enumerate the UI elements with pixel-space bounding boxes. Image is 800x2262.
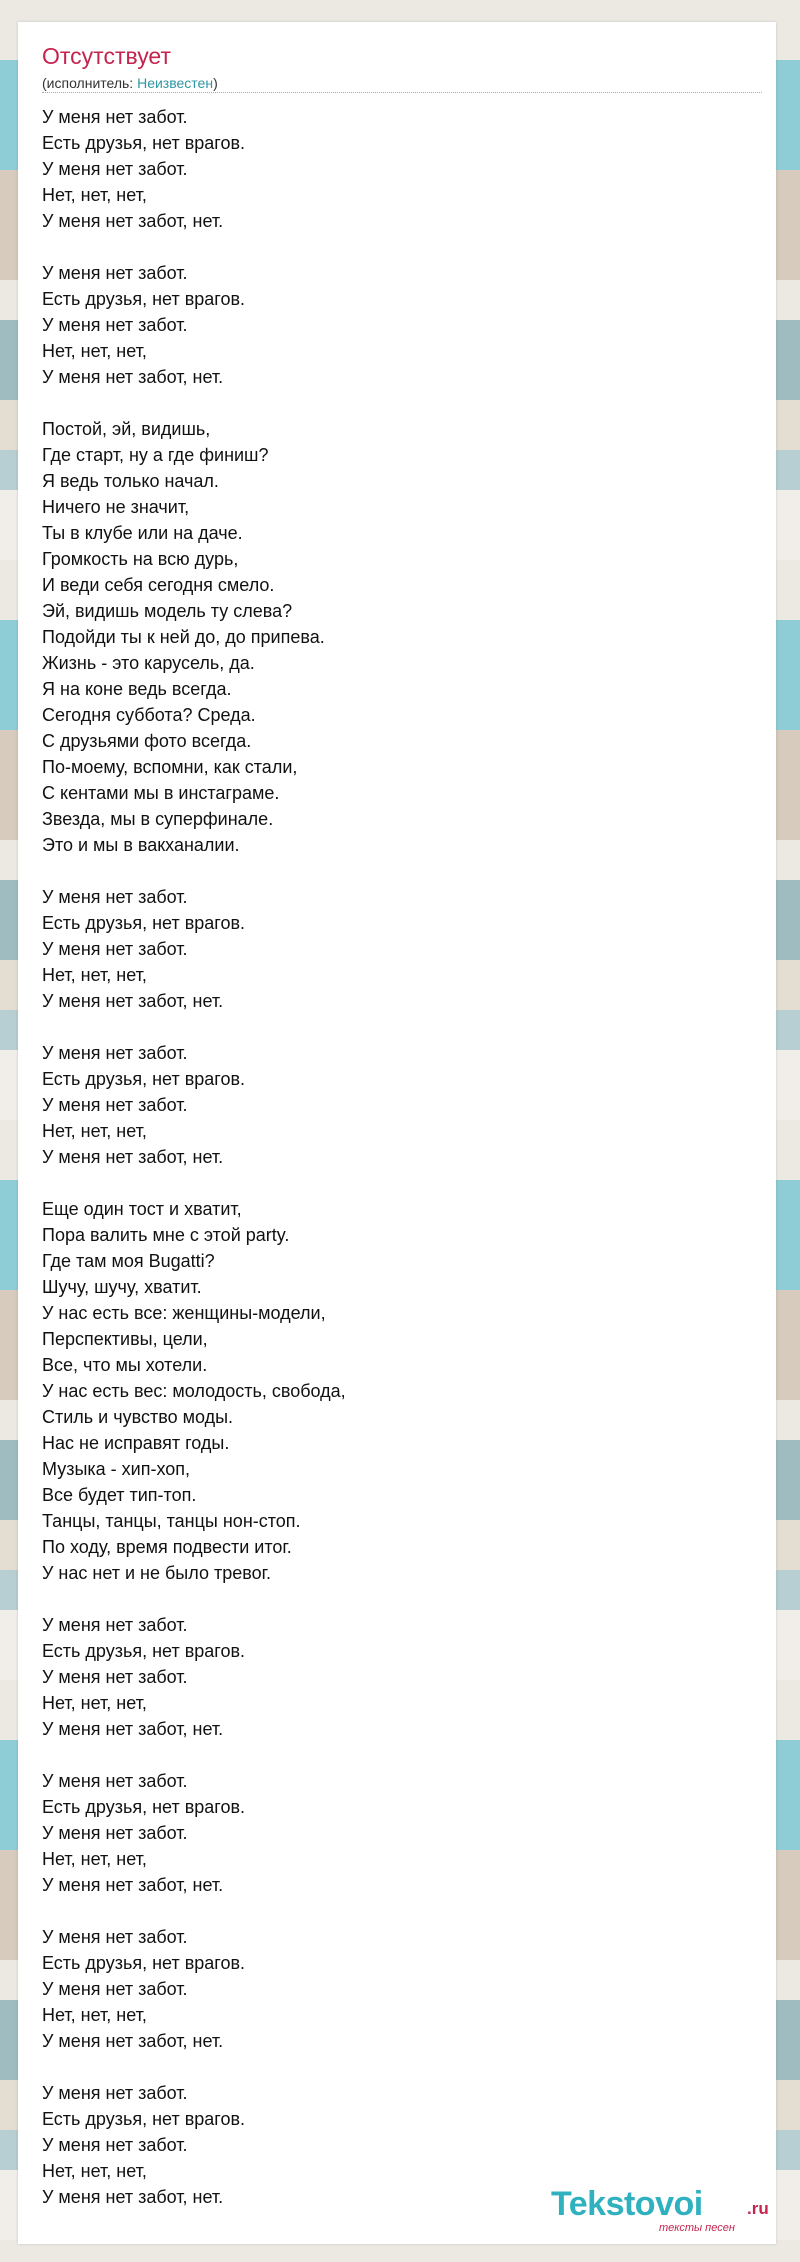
lyrics-line: По-моему, вспомни, как стали, [42, 757, 298, 777]
lyrics-line: Есть друзья, нет врагов. [42, 1797, 246, 1817]
lyrics-stanza [42, 1196, 742, 1586]
artist-prefix: (исполнитель: [42, 75, 138, 91]
lyrics-line: Нас не исправят годы. [42, 1433, 230, 1453]
lyrics-line: У меня нет забот. [42, 1095, 188, 1115]
artist-link[interactable]: Неизвестен [137, 75, 214, 91]
lyrics-line: Я ведь только начал. [42, 471, 219, 491]
lyrics-line: У меня нет забот. [42, 2083, 188, 2103]
lyrics-stanza [42, 1040, 742, 1170]
lyrics-line: Я на коне ведь всегда. [42, 679, 232, 699]
artist-line [42, 74, 218, 92]
lyrics-line: Сегодня суббота? Среда. [42, 705, 256, 725]
lyrics-line: Танцы, танцы, танцы нон-стоп. [42, 1511, 301, 1531]
lyrics-line: Есть друзья, нет врагов. [42, 1641, 246, 1661]
lyrics-line: Все будет тип-топ. [42, 1485, 197, 1505]
lyrics-line: У меня нет забот, нет. [42, 1875, 224, 1895]
lyrics-line: У меня нет забот. [42, 159, 188, 179]
lyrics-line: Жизнь - это карусель, да. [42, 653, 255, 673]
lyrics-line: Нет, нет, нет, [42, 2005, 147, 2025]
lyrics-line: Есть друзья, нет врагов. [42, 2109, 246, 2129]
lyrics-line: У меня нет забот, нет. [42, 2031, 224, 2051]
lyrics-line: Ничего не значит, [42, 497, 190, 517]
lyrics-line: У меня нет забот. [42, 1823, 188, 1843]
lyrics-line: Ты в клубе или на даче. [42, 523, 243, 543]
lyrics-stanza [42, 260, 742, 390]
lyrics-line: Нет, нет, нет, [42, 185, 147, 205]
lyrics-stanza [42, 884, 742, 1014]
lyrics-line: У меня нет забот. [42, 2135, 188, 2155]
lyrics-line: У нас нет и не было тревог. [42, 1563, 271, 1583]
lyrics-line: Звезда, мы в суперфинале. [42, 809, 274, 829]
lyrics-stanza [42, 1924, 742, 2054]
lyrics-line: Все, что мы хотели. [42, 1355, 208, 1375]
lyrics-line: У меня нет забот. [42, 107, 188, 127]
lyrics-line: С друзьями фото всегда. [42, 731, 252, 751]
lyrics-line: Есть друзья, нет врагов. [42, 289, 246, 309]
lyrics-line: По ходу, время подвести итог. [42, 1537, 292, 1557]
lyrics-line: Нет, нет, нет, [42, 965, 147, 985]
lyrics-line: Перспективы, цели, [42, 1329, 208, 1349]
site-logo[interactable] [551, 2186, 791, 2236]
lyrics-line: У меня нет забот, нет. [42, 1147, 224, 1167]
song-title: Отсутствует [42, 43, 171, 69]
lyrics-line: У меня нет забот, нет. [42, 2187, 224, 2207]
lyrics-line: Эй, видишь модель ту слева? [42, 601, 293, 621]
lyrics-line: Нет, нет, нет, [42, 1849, 147, 1869]
logo-tld: .ru [747, 2199, 769, 2218]
lyrics-line: Постой, эй, видишь, [42, 419, 211, 439]
lyrics-line: У меня нет забот. [42, 1771, 188, 1791]
lyrics-line: У меня нет забот. [42, 1979, 188, 1999]
lyrics-line: У меня нет забот, нет. [42, 211, 224, 231]
artist-suffix: ) [213, 75, 218, 91]
lyrics-stanza [42, 1768, 742, 1898]
lyrics-line: Нет, нет, нет, [42, 1121, 147, 1141]
lyrics-line: У меня нет забот, нет. [42, 367, 224, 387]
lyrics-line: Где там моя Bugatti? [42, 1251, 215, 1271]
lyrics-line: У меня нет забот. [42, 263, 188, 283]
lyrics-line: Это и мы в вакханалии. [42, 835, 240, 855]
lyrics-line: И веди себя сегодня смело. [42, 575, 275, 595]
lyrics-line: У меня нет забот. [42, 1043, 188, 1063]
lyrics-line: Есть друзья, нет врагов. [42, 133, 246, 153]
lyrics-line: У нас есть вес: молодость, свобода, [42, 1381, 346, 1401]
lyrics-line: С кентами мы в инстаграме. [42, 783, 280, 803]
lyrics-line: Стиль и чувство моды. [42, 1407, 234, 1427]
lyrics-line: Громкость на всю дурь, [42, 549, 239, 569]
lyrics-line: Есть друзья, нет врагов. [42, 1069, 246, 1089]
dotted-divider [42, 92, 762, 93]
lyrics-line: Еще один тост и хватит, [42, 1199, 242, 1219]
lyrics-line: У меня нет забот, нет. [42, 1719, 224, 1739]
lyrics-line: Нет, нет, нет, [42, 2161, 147, 2181]
lyrics-card [18, 22, 776, 2244]
lyrics-body [42, 104, 742, 2236]
logo-tagline: тексты песен [659, 2222, 735, 2234]
lyrics-line: У нас есть все: женщины-модели, [42, 1303, 326, 1323]
lyrics-line: У меня нет забот. [42, 939, 188, 959]
lyrics-line: Подойди ты к ней до, до припева. [42, 627, 325, 647]
lyrics-line: Музыка - хип-хоп, [42, 1459, 191, 1479]
lyrics-line: У меня нет забот. [42, 1927, 188, 1947]
logo-brand: Tekstovoi [551, 2185, 703, 2223]
lyrics-line: У меня нет забот. [42, 1615, 188, 1635]
lyrics-line: Шучу, шучу, хватит. [42, 1277, 202, 1297]
lyrics-stanza [42, 1612, 742, 1742]
lyrics-line: Нет, нет, нет, [42, 1693, 147, 1713]
lyrics-line: Где старт, ну а где финиш? [42, 445, 269, 465]
lyrics-line: Есть друзья, нет врагов. [42, 913, 246, 933]
lyrics-line: У меня нет забот, нет. [42, 991, 224, 1011]
lyrics-stanza [42, 104, 742, 234]
lyrics-line: Пора валить мне с этой party. [42, 1225, 290, 1245]
lyrics-line: Есть друзья, нет врагов. [42, 1953, 246, 1973]
lyrics-line: У меня нет забот. [42, 315, 188, 335]
lyrics-line: У меня нет забот. [42, 1667, 188, 1687]
lyrics-line: Нет, нет, нет, [42, 341, 147, 361]
lyrics-stanza [42, 416, 742, 858]
lyrics-line: У меня нет забот. [42, 887, 188, 907]
